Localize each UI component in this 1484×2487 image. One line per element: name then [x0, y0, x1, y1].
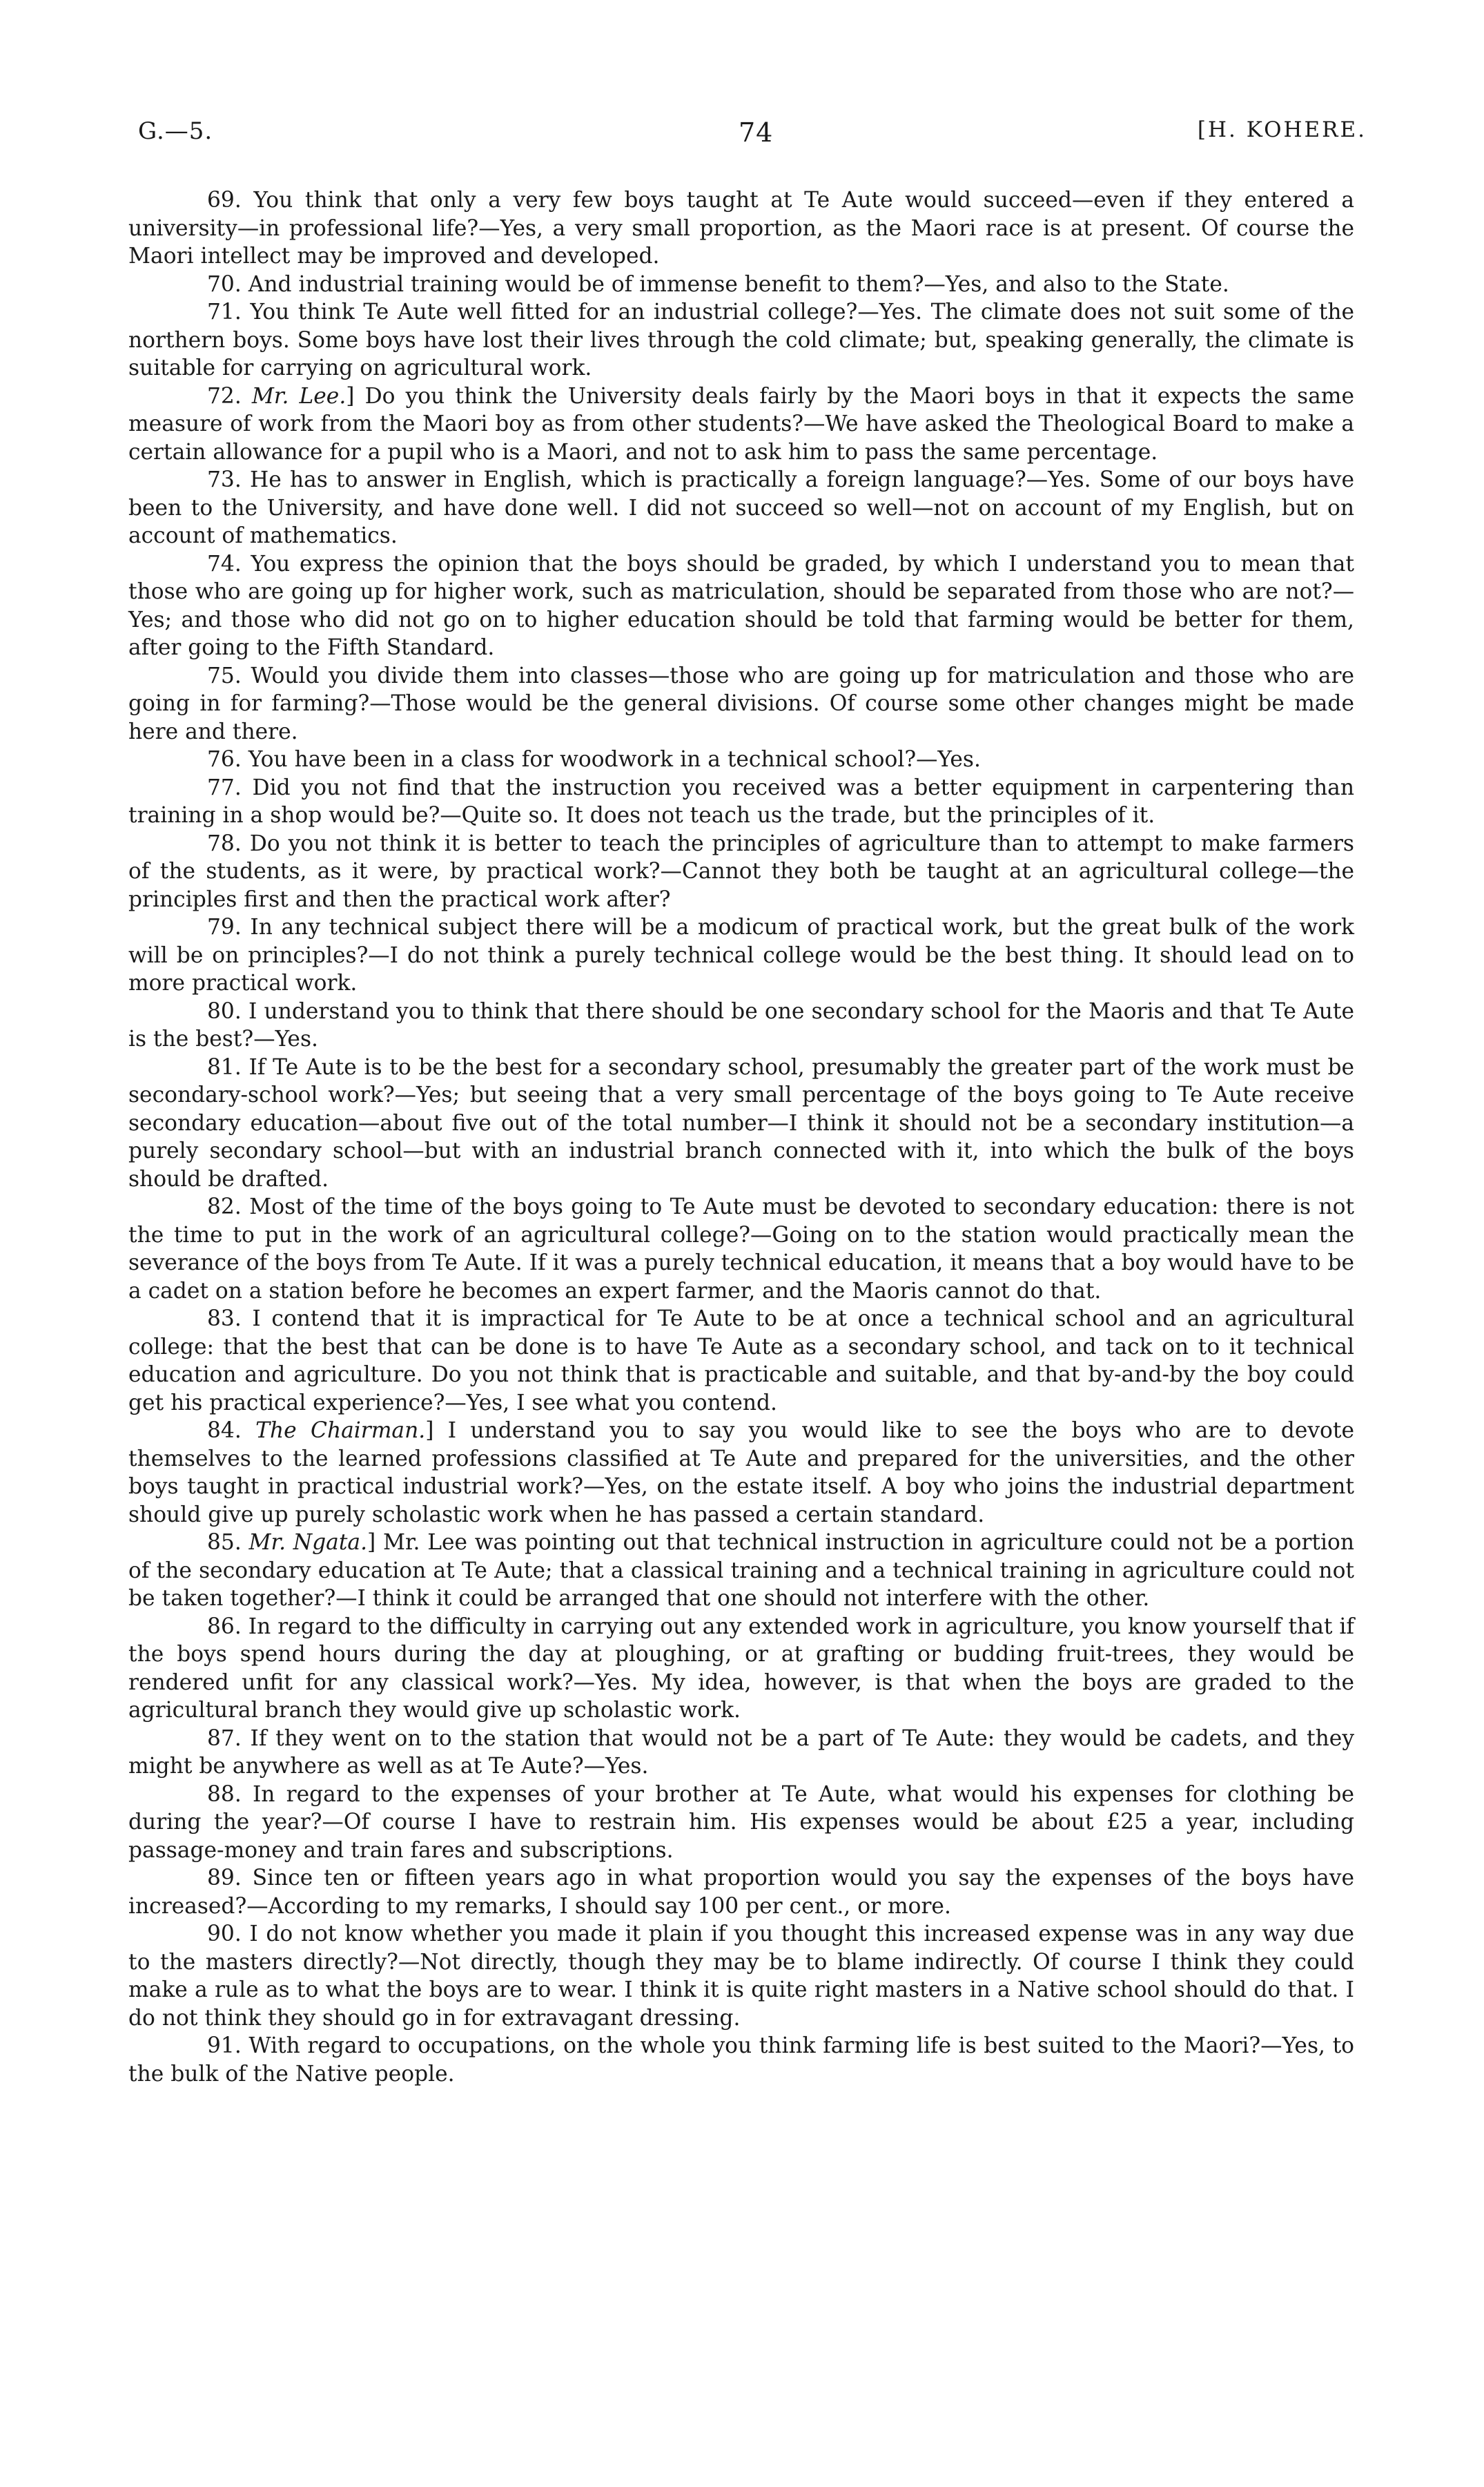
- paragraph-text: 90. I do not know whether you made it plain if you thought this increased expense was in any way due to the masters directly?—Not directly, though they may be to blame indirectly. Of course I think they could make a rule as to what the boys are to wear. I think it is quite right masters in a Native school should do that. I do not think they should go in for extravagant dressing.: [128, 1922, 1354, 2031]
- paragraph-80: [128, 998, 1354, 1054]
- paragraph-90: [128, 1920, 1354, 2032]
- paragraph-72: [128, 383, 1354, 467]
- paragraph-text: 74. You express the opinion that the boys should be graded, by which I understand you to mean that those who are going up for higher work, such as matriculation, should be separated from those who are not?—Yes; and those who did not go on to higher education should be told that farming would be better for them, after going to the Fifth Standard.: [128, 551, 1354, 660]
- paragraph-81: [128, 1054, 1354, 1194]
- speaker-name: Mr. Lee.: [251, 383, 346, 409]
- paragraph-75: [128, 662, 1354, 746]
- paragraph-text: 77. Did you not find that the instruction you received was a better equipment in carpentering than training in a shop would be?—Quite so. It does not teach us the trade, but the principles of it.: [128, 775, 1354, 828]
- paragraph-number: 72.: [207, 383, 242, 409]
- paragraph-73: [128, 466, 1354, 550]
- page-number: 74: [739, 117, 774, 148]
- paragraph-text: 86. In regard to the difficulty in carrying out any extended work in agriculture, you know yourself that if the boys spend hours during the day at ploughing, or at grafting or budding fruit-trees, they would be rendered unfit for any classical work?—Yes. My idea, however, is that when the boys are graded to the agricultural branch they would give up scholastic work.: [128, 1614, 1354, 1723]
- speaker-name: The Chairman.: [255, 1418, 426, 1443]
- speaker-name: Mr. Ngata.: [248, 1530, 368, 1555]
- paragraph-text: 71. You think Te Aute well fitted for an industrial college?—Yes. The climate does not suit some of the northern boys. Some boys have lost their lives through the cold climate; but, speaking generally, the climate is suitable for carrying on agricultural work.: [128, 300, 1354, 380]
- paragraph-83: [128, 1305, 1354, 1417]
- paragraph-71: [128, 298, 1354, 383]
- paragraph-text: 78. Do you not think it is better to teach the principles of agriculture than to attempt to make farmers of the students, as it were, by practical work?—Cannot they both be taught at an agricultural college—the principles first and then the practical work after?: [128, 831, 1354, 912]
- paragraph-text: 91. With regard to occupations, on the whole you think farming life is best suited to the Maori?—Yes, to the bulk of the Native people.: [128, 2033, 1354, 2087]
- paragraph-79: [128, 913, 1354, 998]
- paragraph-87: [128, 1725, 1354, 1781]
- paragraph-76: [128, 746, 1354, 774]
- paragraph-text: 89. Since ten or fifteen years ago in what proportion would you say the expenses of the boys have increased?—According to my remarks, I should say 100 per cent., or more.: [128, 1866, 1354, 1919]
- paragraph-89: [128, 1864, 1354, 1920]
- paragraph-number: 85.: [207, 1530, 242, 1555]
- paragraph-text: 83. I contend that it is impractical for Te Aute to be at once a technical school and an agricultural college: that the best that can be done is to have Te Aute as a secondary school, and tack on to it technical education and agriculture. Do you not think that is practicable and suitable, and that by-and-by the boy could get his practical experience?—Yes, I see what you contend.: [128, 1306, 1354, 1415]
- paragraph-85: [128, 1529, 1354, 1613]
- page-header: [138, 117, 1367, 159]
- paragraph-text: ] Do you think the University deals fairly by the Maori boys in that it expects the same measure of work from the Maori boy as from other students?—We have asked the Theological Board to make a certain allowance for a pupil who is a Maori, and not to ask him to pass the same percentage.: [128, 383, 1354, 465]
- paragraph-91: [128, 2032, 1354, 2088]
- paragraph-text: 76. You have been in a class for woodwork in a technical school?—Yes.: [207, 747, 981, 772]
- paragraph-69: [128, 186, 1354, 271]
- paragraph-88: [128, 1781, 1354, 1865]
- paragraph-text: ] I understand you to say you would like to see the boys who are to devote themselves to the learned professions classified at Te Aute and prepared for the universities, and the other boys taught in practical industrial work?—Yes, on the estate itself. A boy who joins the industrial department should give up purely scholastic work when he has passed a certain standard.: [128, 1418, 1354, 1527]
- paragraph-text: 75. Would you divide them into classes—those who are going up for matriculation and those who are going in for farming?—Those would be the general divisions. Of course some other changes might be made here and there.: [128, 663, 1354, 744]
- paragraph-text: 81. If Te Aute is to be the best for a secondary school, presumably the greater part of the work must be secondary-school work?—Yes; but seeing that a very small percentage of the boys going to Te Aute receive secondary education—about five out of the total number—I think it should not be a secondary institution—a purely secondary school—but with an industrial branch connected with it, into which the bulk of the boys should be drafted.: [128, 1054, 1354, 1192]
- paragraph-text: 80. I understand you to think that there should be one secondary school for the Maoris and that Te Aute is the best?—Yes.: [128, 998, 1354, 1052]
- paragraph-text: 87. If they went on to the station that would not be a part of Te Aute: they would be cadets, and they might be anywhere as well as at Te Aute?—Yes.: [128, 1725, 1354, 1779]
- paragraph-78: [128, 830, 1354, 914]
- paragraph-74: [128, 550, 1354, 662]
- paragraph-text: 69. You think that only a very few boys taught at Te Aute would succeed—even if they entered a university—in professional life?—Yes, a very small proportion, as the Maori race is at present. Of course the Maori intellect may be improved and developed.: [128, 188, 1354, 269]
- paragraph-text: 88. In regard to the expenses of your brother at Te Aute, what would his expenses for clothing be during the year?—Of course I have to restrain him. His expenses would be about £25 a year, including passage-money and train fares and subscriptions.: [128, 1781, 1354, 1863]
- paragraph-text: 82. Most of the time of the boys going to Te Aute must be devoted to secondary education: there is not the time to put in the work of an agricultural college?—Going on to the station would practically mean the severance of the boys from Te Aute. If it was a purely technical education, it means that a boy would have to be a cadet on a station before he becomes an expert farmer, and the Maoris cannot do that.: [128, 1194, 1354, 1304]
- paragraph-text: 70. And industrial training would be of immense benefit to them?—Yes, and also to the State.: [207, 271, 1229, 297]
- testimony-body: [128, 186, 1354, 2088]
- paragraph-86: [128, 1613, 1354, 1725]
- paragraph-text: ] Mr. Lee was pointing out that technical instruction in agriculture could not be a portion of the secondary education at Te Aute; that a classical training and a technical training in agriculture could not be taken together?—I think it could be arranged that one should not interfere with the other.: [128, 1530, 1355, 1611]
- document-reference: G.—5.: [138, 117, 213, 145]
- paragraph-77: [128, 774, 1354, 830]
- paragraph-82: [128, 1193, 1354, 1305]
- paragraph-70: [128, 271, 1354, 299]
- paragraph-text: 79. In any technical subject there will be a modicum of practical work, but the great bulk of the work will be on principles?—I do not think a purely technical college would be the best thing. It should lead on to more practical work.: [128, 915, 1354, 996]
- paragraph-number: 84.: [207, 1418, 242, 1443]
- paragraph-84: [128, 1417, 1354, 1529]
- witness-name: [H. KOHERE.: [1197, 117, 1367, 142]
- paragraph-text: 73. He has to answer in English, which is practically a foreign language?—Yes. Some of our boys have been to the University, and have done well. I did not succeed so well—not on account of my English, but on account of mathematics.: [128, 467, 1354, 548]
